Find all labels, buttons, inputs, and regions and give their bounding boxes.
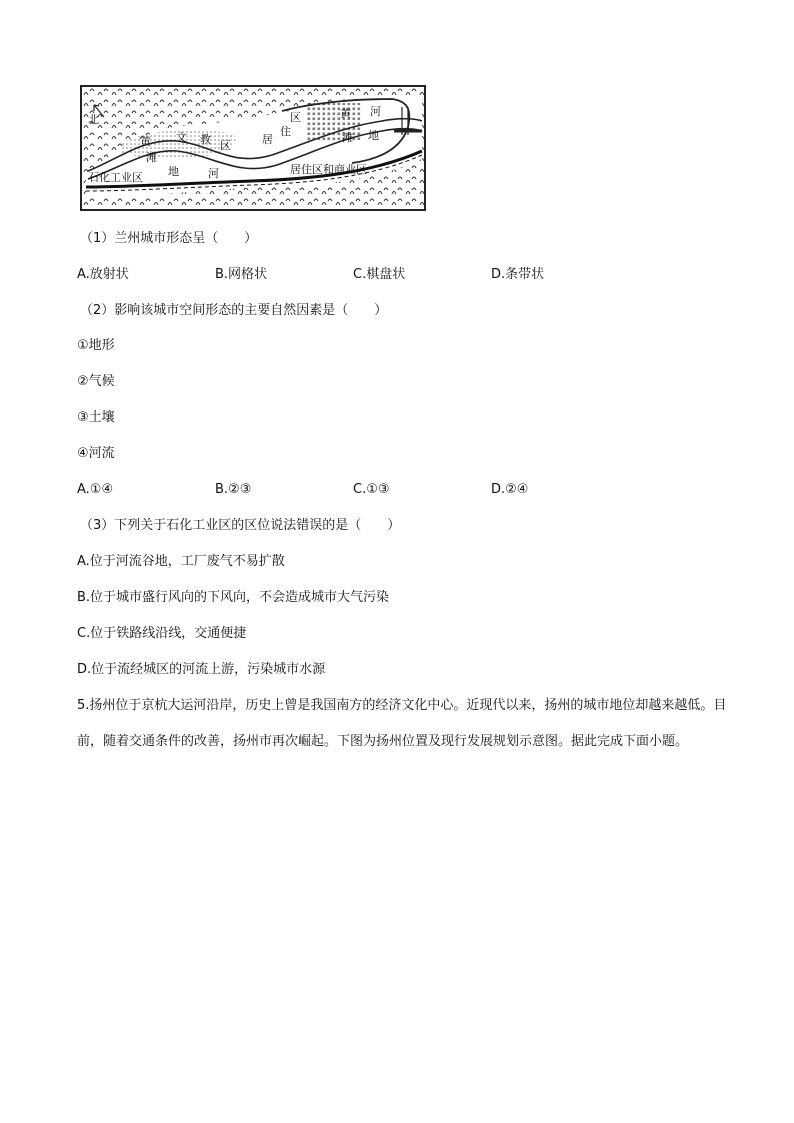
map-label-juzhu-ju: 居 — [262, 133, 273, 146]
map-label-juzhu-zhu: 住 — [280, 125, 291, 138]
map-label-he-2: 河 — [370, 105, 381, 118]
map-label-wen: 文 — [176, 131, 187, 144]
question-2-option-a: A.①④ — [77, 482, 114, 497]
map-label-jiao: 教 — [200, 133, 211, 146]
map-label-tan: 滩 — [146, 151, 157, 164]
question-1-option-a: A.放射状 — [77, 267, 129, 282]
question-2-item-2: ②气候 — [77, 374, 115, 389]
lanzhou-city-map — [80, 85, 426, 211]
map-label-north: 北 — [88, 113, 99, 126]
question-2-option-c: C.①③ — [353, 482, 390, 497]
question-3-option-a: A.位于河流谷地，工厂废气不易扩散 — [77, 554, 285, 569]
question-1-option-d: D.条带状 — [491, 267, 545, 282]
map-label-he: 河 — [208, 167, 219, 180]
question-5-text: 5.扬州位于京杭大运河沿岸，历史上曾是我国南方的经济文化中心。近现代以来，扬州的城市地位却越来越低。目前，随着交通条件的改善，扬州市再次崛起。下图为扬州位置及现行发展规划示意图。据此完成下面小题。 — [77, 698, 727, 749]
question-2-item-1: ①地形 — [77, 338, 115, 353]
question-2-stem: （2）影响该城市空间形态的主要自然因素是（ ） — [80, 303, 388, 318]
map-label-qu: 区 — [220, 139, 231, 152]
map-label-tan-2: 滩 — [342, 131, 353, 144]
question-3-option-c: C.位于铁路线沿线，交通便捷 — [77, 626, 247, 641]
map-label-juzhu-qu: 区 — [290, 111, 301, 124]
map-label-petrochemical-zone: 石化工业区 — [88, 171, 143, 184]
map-label-residential-commercial: 居住区和商业区 — [290, 163, 367, 176]
question-2-item-3: ③土壤 — [77, 410, 115, 425]
map-label-di-2: 地 — [368, 129, 379, 142]
map-label-di: 地 — [168, 165, 179, 178]
question-1-option-c: C.棋盘状 — [353, 267, 406, 282]
question-1-option-b: B.网格状 — [215, 267, 268, 282]
map-label-huang-2: 黄 — [340, 107, 351, 120]
question-1-stem: （1）兰州城市形态呈（ ） — [80, 231, 258, 246]
question-2-item-4: ④河流 — [77, 446, 115, 461]
question-3-option-b: B.位于城市盛行风向的下风向，不会造成城市大气污染 — [77, 590, 390, 605]
question-2-option-b: B.②③ — [215, 482, 252, 497]
map-label-huang: 黄 — [140, 135, 151, 148]
question-2-option-d: D.②④ — [491, 482, 529, 497]
question-3-option-d: D.位于流经城区的河流上游，污染城市水源 — [77, 662, 326, 677]
question-3-stem: （3）下列关于石化工业区的区位说法错误的是（ ） — [80, 518, 401, 533]
